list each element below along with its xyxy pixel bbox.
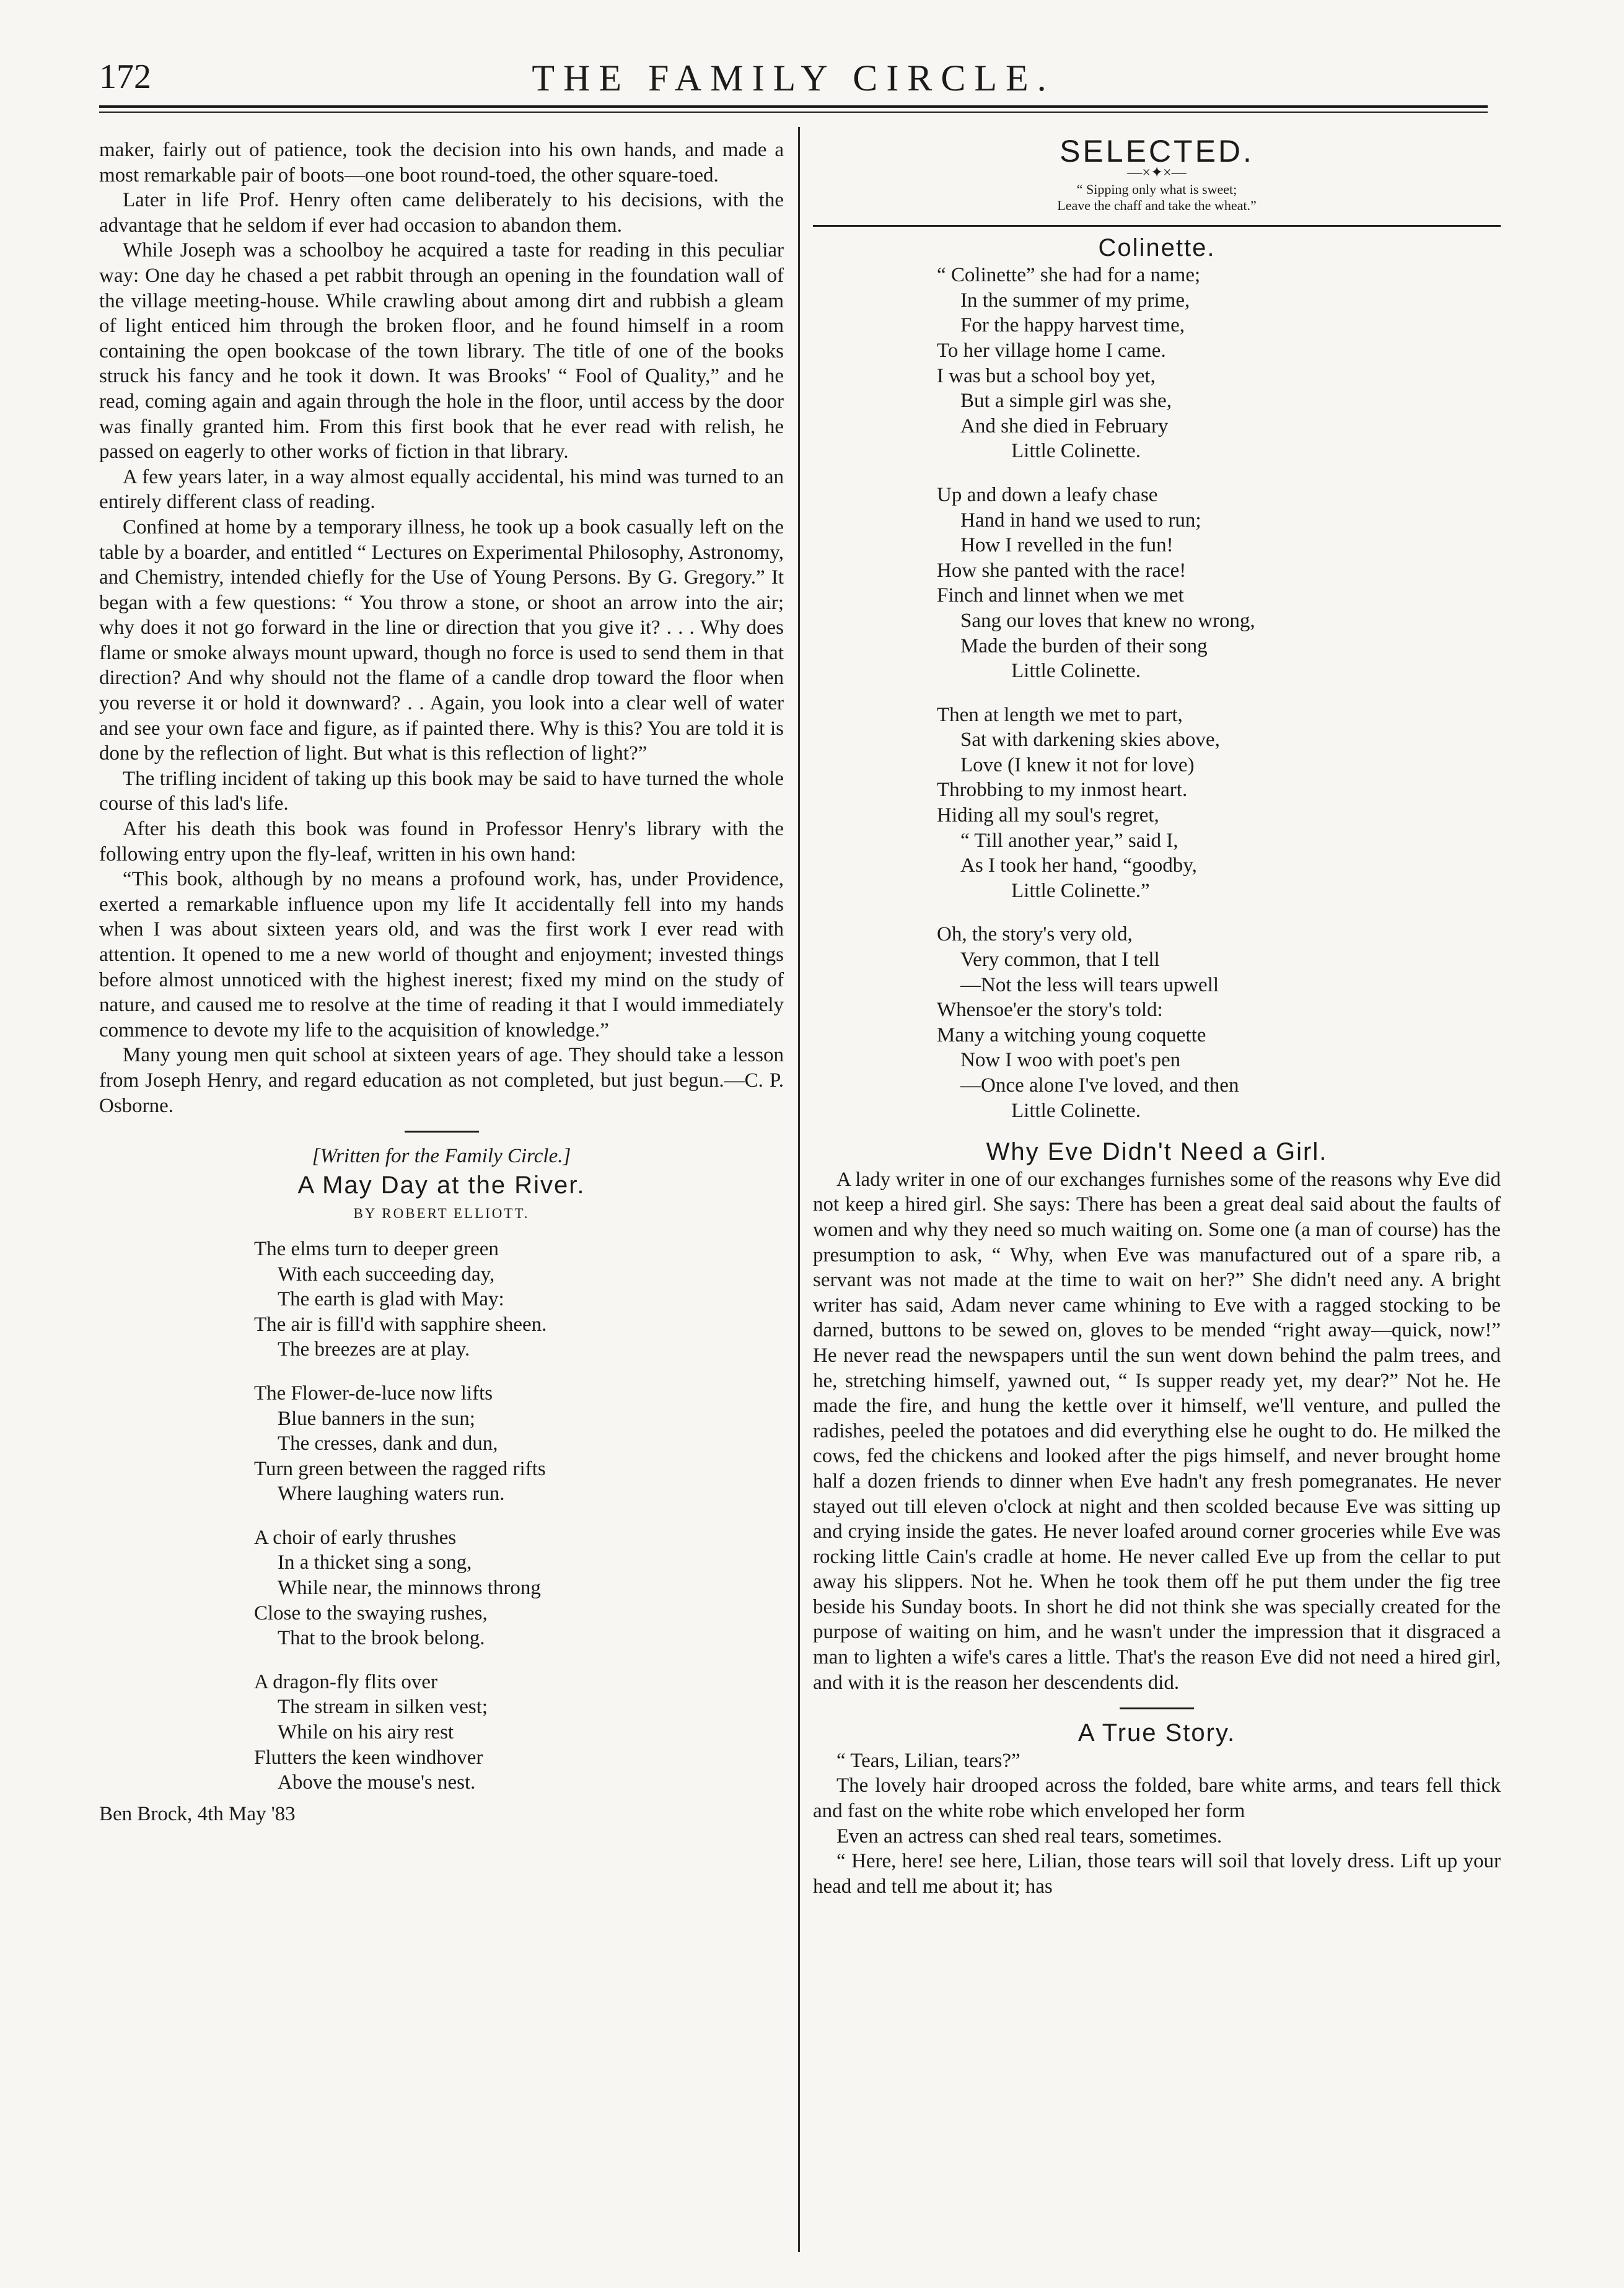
- running-head: [99, 57, 1488, 107]
- poem-title-may-day: A May Day at the River.: [297, 1171, 586, 1199]
- poem-line: Above the mouse's nest.: [278, 1771, 476, 1794]
- poem-stanza: [254, 1670, 784, 1795]
- poem-line: But a simple girl was she,: [960, 390, 1172, 413]
- paragraph: Many young men quit school at sixteen years of age. They should take a lesson from Joseph Henry, and regard education as not completed, but just begun.—C. P. Osborne.: [99, 1044, 784, 1117]
- poem-line: As I took her hand, “goodby,: [960, 854, 1197, 877]
- poem-line: Up and down a leafy chase: [937, 483, 1158, 506]
- page-number: 172: [99, 58, 151, 96]
- poem-line: A dragon-fly flits over: [254, 1670, 438, 1693]
- poem-line: With each succeeding day,: [278, 1263, 495, 1286]
- poem-stanza: [254, 1381, 784, 1507]
- right-column: [813, 134, 1501, 1899]
- paragraph: “ Here, here! see here, Lilian, those tears will soil that lovely dress. Lift up your head and tell me about it; has: [813, 1850, 1501, 1898]
- motto-line: Leave the chaff and take the wheat.”: [1057, 197, 1257, 213]
- poem-may-day: [99, 1237, 784, 1795]
- paragraph: While Joseph was a schoolboy he acquired a taste for reading in this peculiar way: One day he chased a pet rabbit through an opening in the foundation wall of the village meeting-house. While crawling about among dirt and rubbish a gleam of light enticed him through the broken floor, and he found himself in a room containing the open bookcase of the town library. The title of one of the books struck his fancy and he took it down. It was Brooks' “ Fool of Quality,” and he read, coming again and again through the hole in the floor, until access by the door was finally granted him. From this first book that he ever read with relish, he passed on eagerly to other works of fiction in that library.: [99, 239, 784, 463]
- article-title-eve: Why Eve Didn't Need a Girl.: [986, 1138, 1328, 1166]
- poem-line: To her village home I came.: [937, 339, 1166, 362]
- paragraph: A lady writer in one of our exchanges furnishes some of the reasons why Eve did not keep a hired girl. She says: There has been a great deal said about the faults of women and why they need so much waiting on. Some one (a man of course) has the presumption to ask, “ Why, when Eve was manufactured out of a spare rib, a servant was not made at the time to wait on her?” She didn't need any. A bright writer has said, Adam never came whining to Eve with a ragged stocking to be darned, buttons to be sewed on, gloves to be mended “right away—quick, now!” He never read the newspapers until the sun went down behind the palm trees, and he, stretching himself, yawned out, “ Is supper ready yet, my dear?” Not he. He made the fire, and hung the kettle over it himself, we'll venture, and pulled the radishes, peeled the potatoes and did everything else he ought to do. He milked the cows, fed the chickens and looked after the pigs himself, and never brought home half a dozen friends to dinner when Eve hadn't any fresh pomegranates. He never stayed out till eleven o'clock at night and then scolded because Eve was sitting up and crying inside the gates. He never loafed around corner groceries while Eve was rocking little Cain's cradle at home. He never called Eve up from the cellar to put away his slippers. Not he. When he took them off he put them under the fig tree beside his Sunday boots. In short he did not think she was specially created for the purpose of waiting on him, and he wasn't under the impression that it disgraced a man to lighten a wife's cares a little. That's the reason Eve did not need a hired girl, and with it is the reason her descendents did.: [813, 1168, 1501, 1694]
- poem-line: Hiding all my soul's regret,: [937, 804, 1159, 827]
- poem-line: Blue banners in the sun;: [278, 1407, 475, 1430]
- left-column: [99, 138, 784, 1826]
- article-separator: [1120, 1707, 1194, 1709]
- poem-stanza: [254, 1237, 784, 1362]
- poem-line: “ Colinette” she had for a name;: [937, 264, 1201, 287]
- article-title-true-story: A True Story.: [1078, 1719, 1236, 1747]
- poem-line: A choir of early thrushes: [254, 1526, 457, 1549]
- poem-stanza: [937, 703, 1501, 904]
- poem-line: Oh, the story's very old,: [937, 923, 1133, 946]
- poem-line: I was but a school boy yet,: [937, 364, 1156, 387]
- poem-colinette: [813, 263, 1501, 1123]
- poem-stanza: [254, 1525, 784, 1651]
- poem-line: Then at length we met to part,: [937, 703, 1183, 726]
- journal-title: THE FAMILY CIRCLE.: [532, 58, 1055, 99]
- poem-line: The cresses, dank and dun,: [278, 1432, 498, 1455]
- poem-stanza: [937, 483, 1501, 684]
- poem-line: The earth is glad with May:: [278, 1288, 504, 1311]
- poem-stanza: [937, 922, 1501, 1123]
- paragraph: Even an actress can shed real tears, sometimes.: [836, 1825, 1222, 1847]
- article-separator: [405, 1131, 479, 1133]
- poem-line: Very common, that I tell: [960, 949, 1160, 971]
- paragraph: After his death this book was found in Professor Henry's library with the following entry upon the fly-leaf, written in his own hand:: [99, 818, 784, 866]
- poem-line: Little Colinette.: [1011, 660, 1141, 683]
- paragraph: “This book, although by no means a profound work, has, under Providence, exerted a remarkable influence upon my life It accidentally fell into my hands when I was about sixteen years old, and was the first work I ever read with attention. It opened to me a new world of thought and enjoyment; invested things before almost unnoticed with the highest inerest; fixed my mind on the study of nature, and caused me to resolve at the time of reading it that I would immediately commence to devote my life to the acquisition of knowledge.”: [99, 868, 784, 1041]
- paragraph: Later in life Prof. Henry often came deliberately to his decisions, with the advantage that he seldom if ever had occasion to abandon them.: [99, 189, 784, 237]
- poem-line: In a thicket sing a song,: [278, 1551, 472, 1574]
- written-for-note: [Written for the Family Circle.]: [312, 1145, 571, 1168]
- column-divider: [798, 127, 800, 2252]
- poem-line: Many a witching young coquette: [937, 1023, 1206, 1046]
- paragraph: A few years later, in a way almost equally accidental, his mind was turned to an entirely different class of reading.: [99, 465, 784, 514]
- motto-line: “ Sipping only what is sweet;: [1076, 181, 1237, 197]
- poem-byline: BY ROBERT ELLIOTT.: [353, 1206, 530, 1222]
- poem-line: For the happy harvest time,: [960, 314, 1185, 337]
- section-rule: [813, 225, 1501, 227]
- poem-line: “ Till another year,” said I,: [960, 829, 1178, 852]
- poem-line: While on his airy rest: [278, 1721, 454, 1744]
- poem-line: The elms turn to deeper green: [254, 1237, 499, 1260]
- poem-line: How I revelled in the fun!: [960, 534, 1174, 557]
- ornament: —×✦×—: [1127, 164, 1187, 181]
- poem-line: Sat with darkening skies above,: [960, 729, 1220, 752]
- paragraph: The trifling incident of taking up this book may be said to have turned the whole course of this lad's life.: [99, 767, 784, 815]
- poem-line: Turn green between the ragged rifts: [254, 1457, 546, 1480]
- poem-line: Now I woo with poet's pen: [960, 1049, 1181, 1072]
- paragraph: maker, fairly out of patience, took the decision into his own hands, and made a most remarkable pair of boots—one boot round-toed, the other square-toed.: [99, 139, 784, 186]
- poem-line: Love (I knew it not for love): [960, 753, 1195, 776]
- poem-line: The air is fill'd with sapphire sheen.: [254, 1313, 547, 1336]
- poem-line: Hand in hand we used to run;: [960, 509, 1201, 532]
- poem-line: Where laughing waters run.: [278, 1483, 505, 1506]
- paragraph: Confined at home by a temporary illness, he took up a book casually left on the table by a boarder, and entitled “ Lectures on Experimental Philosophy, Astronomy, and Chemistry, intended chiefly for the Use of Young Persons. By G. Gregory.” It began with a few questions: “ You throw a stone, or shoot an arrow into the air; why does it not go forward in the line or direction that you give it? . . . Why does flame or smoke always mount upward, though no force is used to send them in that direction? And why should not the flame of a candle drop toward the floor when you reverse it or hold it downward? . . Again, you look into a clear well of water and see your own face and figure, as if painted there. Why is this? You are told it is done by the reflection of light. But what is this reflection of light?”: [99, 515, 784, 765]
- poem-line: Throbbing to my inmost heart.: [937, 779, 1188, 802]
- header-rule: [99, 105, 1488, 115]
- paragraph: “ Tears, Lilian, tears?”: [836, 1749, 1020, 1772]
- paragraph: The lovely hair drooped across the folded, bare white arms, and tears fell thick and fast on the white robe which enveloped her form: [813, 1774, 1501, 1823]
- poem-line: Little Colinette.”: [1011, 879, 1150, 902]
- poem-line: The Flower-de-luce now lifts: [254, 1382, 493, 1405]
- poem-line: How she panted with the race!: [937, 559, 1187, 582]
- poem-line: —Once alone I've loved, and then: [960, 1074, 1239, 1097]
- poem-line: Sang our loves that knew no wrong,: [960, 609, 1255, 632]
- poem-stanza: [937, 263, 1501, 464]
- poem-line: Made the burden of their song: [960, 634, 1208, 657]
- poem-line: Whensoe'er the story's told:: [937, 999, 1163, 1022]
- section-title: SELECTED.: [1060, 134, 1254, 169]
- poem-line: And she died in February: [960, 414, 1169, 437]
- poem-line: That to the brook belong.: [278, 1627, 485, 1650]
- poem-signoff: Ben Brock, 4th May '83: [99, 1802, 296, 1825]
- poem-line: Little Colinette.: [1011, 440, 1141, 463]
- poem-line: While near, the minnows throng: [278, 1577, 541, 1600]
- poem-line: Close to the swaying rushes,: [254, 1602, 488, 1624]
- poem-line: Flutters the keen windhover: [254, 1746, 483, 1769]
- poem-line: In the summer of my prime,: [960, 289, 1190, 312]
- poem-line: Finch and linnet when we met: [937, 584, 1184, 607]
- poem-line: The stream in silken vest;: [278, 1696, 488, 1719]
- poem-line: —Not the less will tears upwell: [960, 973, 1219, 996]
- poem-line: Little Colinette.: [1011, 1099, 1141, 1122]
- poem-title-colinette: Colinette.: [1098, 234, 1216, 261]
- poem-line: The breezes are at play.: [278, 1338, 470, 1361]
